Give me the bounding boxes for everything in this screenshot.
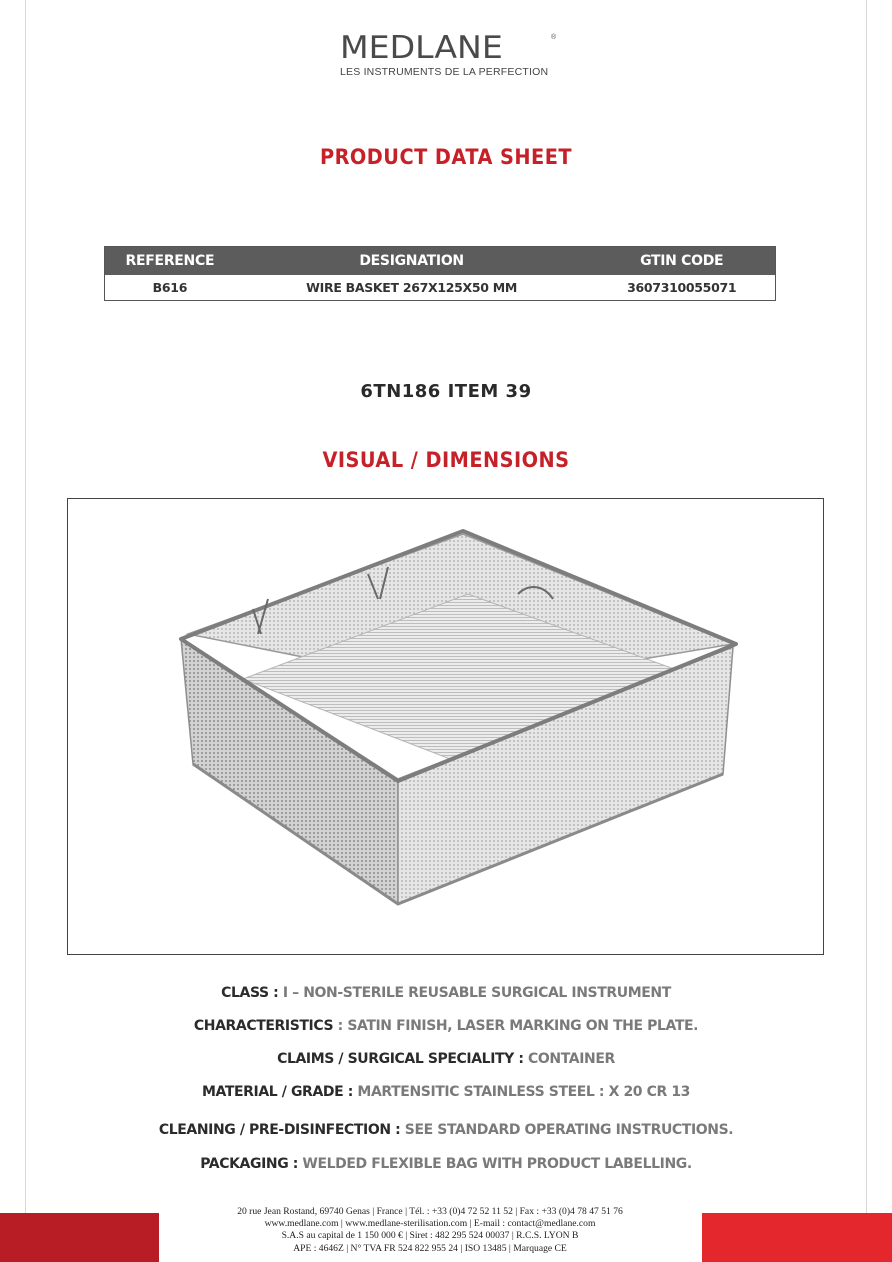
company-footer (160, 1206, 700, 1255)
medlane-logo (336, 30, 560, 80)
spec-class (0, 985, 892, 1001)
spec-material (0, 1084, 892, 1100)
footer-web-contact: www.medlane.com | www.medlane-sterilisation.com | E-mail : contact@medlane.com (264, 1218, 596, 1230)
column-header-reference: REFERENCE (105, 247, 235, 276)
spec-key: CHARACTERISTICS (193, 1018, 334, 1034)
spec-value: WELDED FLEXIBLE BAG WITH PRODUCT LABELLING. (297, 1156, 692, 1172)
spec-value: : SATIN FINISH, LASER MARKING ON THE PLATE. (333, 1018, 699, 1034)
spec-key: CLEANING / PRE-DISINFECTION : (158, 1122, 401, 1138)
footer-registration: APE : 4646Z | N° TVA FR 524 822 955 24 | ISO 13485 | Marquage CE (293, 1242, 567, 1254)
footer-red-bar-left (0, 1213, 159, 1262)
page-title: PRODUCT DATA SHEET (319, 145, 573, 169)
table-row (105, 275, 776, 301)
spec-key: CLAIMS / SURGICAL SPECIALITY : (277, 1051, 524, 1067)
cell-gtin: 3607310055071 (627, 280, 737, 295)
spec-claims (0, 1051, 892, 1067)
product-image-frame (67, 498, 824, 955)
logo-wordmark: MEDLANE (340, 30, 503, 66)
spec-packaging (0, 1156, 892, 1172)
spec-value: I – NON-STERILE REUSABLE SURGICAL INSTRUMENT (278, 985, 671, 1001)
spec-value: SEE STANDARD OPERATING INSTRUCTIONS. (400, 1122, 734, 1138)
spec-key: PACKAGING : (200, 1156, 298, 1172)
product-table (104, 246, 776, 301)
column-header-designation: DESIGNATION (235, 247, 589, 276)
spec-key: MATERIAL / GRADE : (201, 1084, 353, 1100)
cell-designation: WIRE BASKET 267X125X50 MM (306, 280, 518, 295)
spec-characteristics (0, 1018, 892, 1034)
footer-red-bar-right (702, 1213, 892, 1262)
footer-legal: S.A.S au capital de 1 150 000 € | Siret : 482 295 524 00037 | R.C.S. LYON B (281, 1230, 579, 1242)
cell-reference: B616 (152, 280, 188, 295)
logo-tagline: LES INSTRUMENTS DE LA PERFECTION (340, 66, 549, 78)
wire-basket-image (68, 499, 824, 955)
page-border-right (866, 0, 867, 1262)
spec-cleaning (0, 1122, 892, 1138)
spec-value: CONTAINER (523, 1051, 615, 1067)
footer-address: 20 rue Jean Rostand, 69740 Genas | France | Tél. : +33 (0)4 72 52 11 52 | Fax : +33 (0)4 78 47 51 76 (237, 1206, 623, 1217)
registered-mark: ® (551, 34, 557, 41)
table-header-row (105, 247, 776, 276)
spec-key: CLASS : (221, 985, 279, 1001)
visual-dimensions-heading: VISUAL / DIMENSIONS (322, 448, 570, 472)
item-code: 6TN186 ITEM 39 (360, 381, 532, 402)
spec-value: MARTENSITIC STAINLESS STEEL : X 20 CR 13 (352, 1084, 691, 1100)
column-header-gtin: GTIN CODE (588, 247, 775, 276)
page-border-left (25, 0, 26, 1262)
